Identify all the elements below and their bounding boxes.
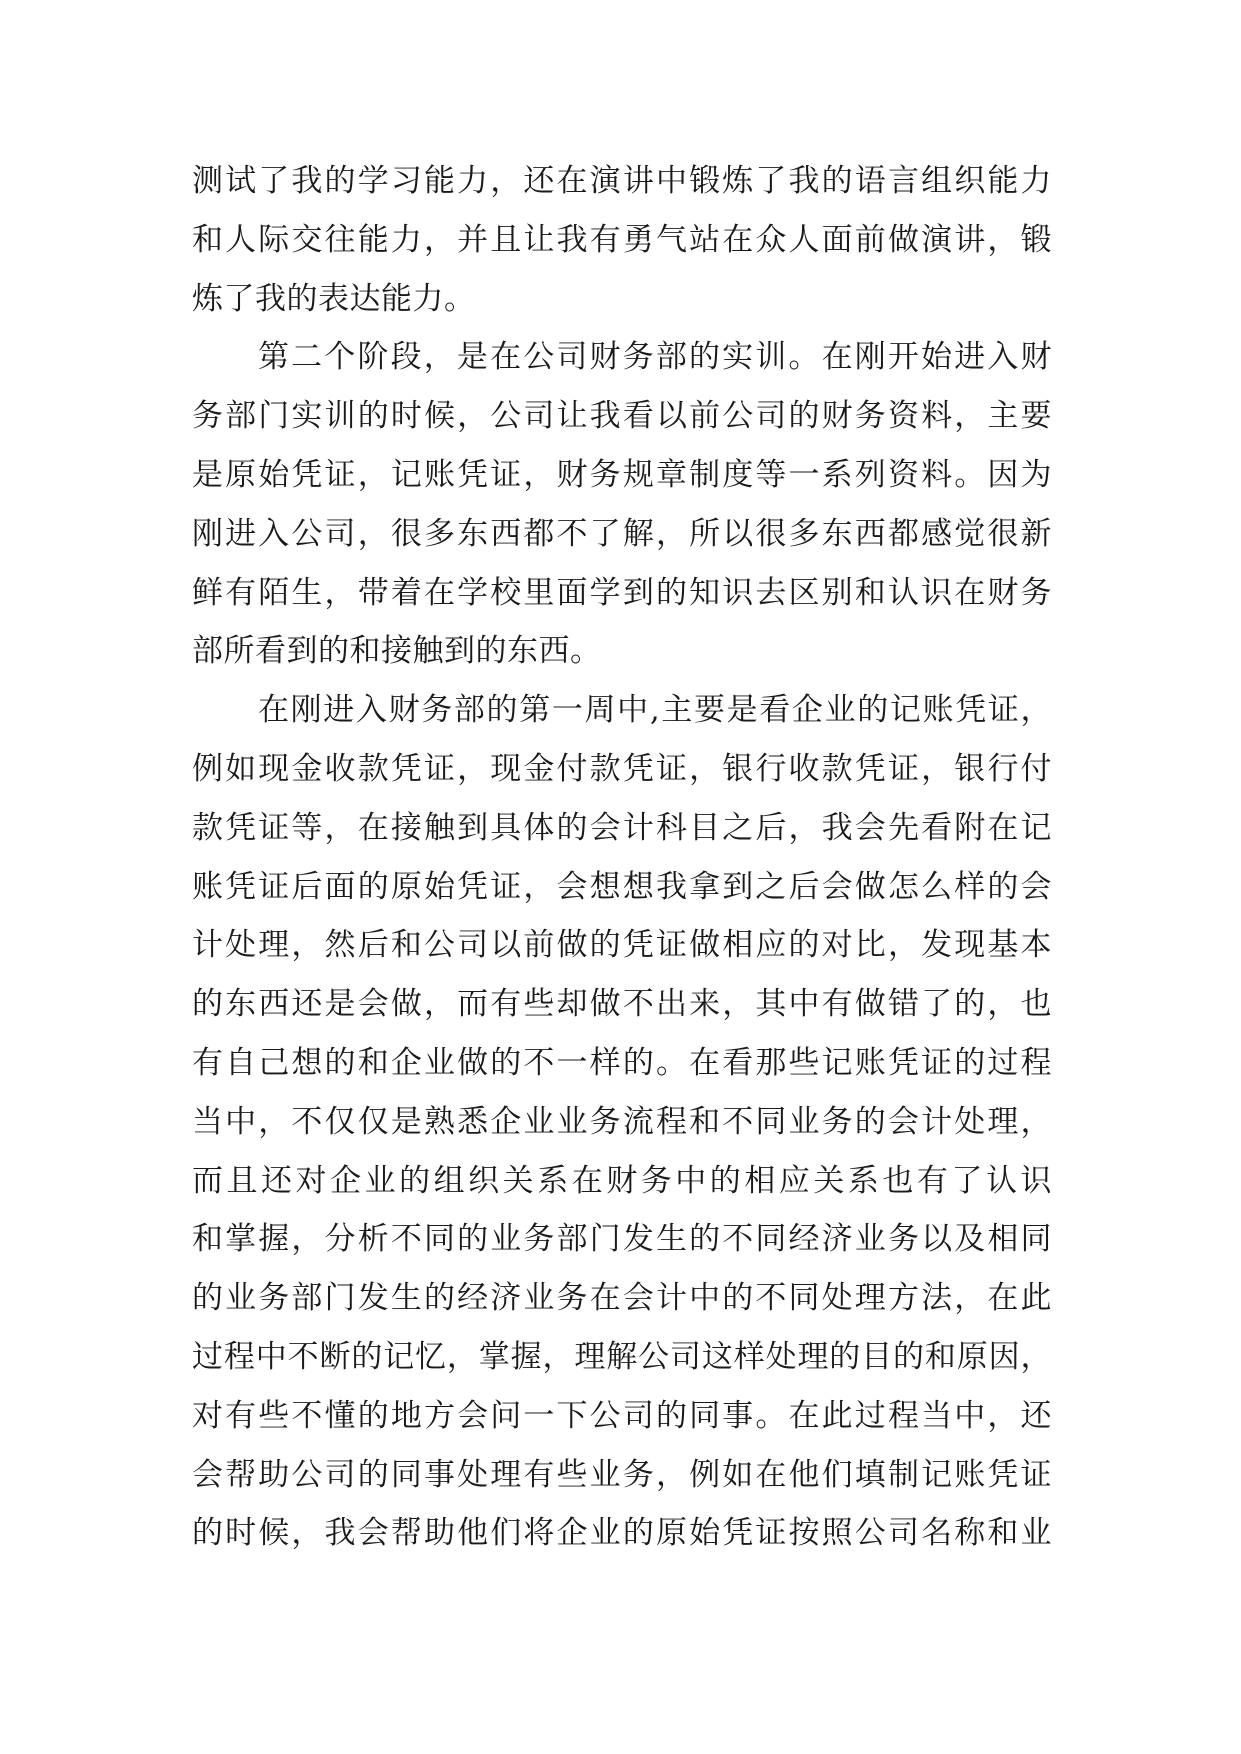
text-line: 过程中不断的记忆，掌握，理解公司这样处理的目的和原因， <box>192 1338 1052 1375</box>
text-line: 当中，不仅仅是熟悉企业业务流程和不同业务的会计处理， <box>192 1103 1052 1140</box>
text-line: 计处理，然后和公司以前做的凭证做相应的对比，发现基本 <box>192 927 1052 964</box>
text-line: 鲜有陌生，带着在学校里面学到的知识去区别和认识在财务 <box>192 574 1052 611</box>
text-line: 会帮助公司的同事处理有些业务，例如在他们填制记账凭证 <box>192 1456 1052 1493</box>
text-line: 部所看到的和接触到的东西。 <box>192 633 602 670</box>
text-line: 在刚进入财务部的第一周中,主要是看企业的记账凭证， <box>258 692 1052 729</box>
text-line: 第二个阶段，是在公司财务部的实训。在刚开始进入财 <box>258 339 1052 376</box>
text-line: 对有些不懂的地方会问一下公司的同事。在此过程当中，还 <box>192 1397 1052 1434</box>
text-line: 有自己想的和企业做的不一样的。在看那些记账凭证的过程 <box>192 1044 1052 1081</box>
text-line: 刚进入公司，很多东西都不了解，所以很多东西都感觉很新 <box>192 515 1052 552</box>
text-line: 是原始凭证，记账凭证，财务规章制度等一系列资料。因为 <box>192 456 1052 493</box>
text-line: 而且还对企业的组织关系在财务中的相应关系也有了认识 <box>192 1162 1052 1199</box>
text-line: 的业务部门发生的经济业务在会计中的不同处理方法，在此 <box>192 1280 1052 1317</box>
text-line: 务部门实训的时候，公司让我看以前公司的财务资料，主要 <box>192 398 1052 435</box>
text-line: 的东西还是会做，而有些却做不出来，其中有做错了的，也 <box>192 986 1052 1023</box>
text-line: 例如现金收款凭证，现金付款凭证，银行收款凭证，银行付 <box>192 750 1052 787</box>
text-line: 款凭证等，在接触到具体的会计科目之后，我会先看附在记 <box>192 809 1052 846</box>
text-line: 和掌握，分析不同的业务部门发生的不同经济业务以及相同 <box>192 1221 1052 1258</box>
text-line: 账凭证后面的原始凭证，会想想我拿到之后会做怎么样的会 <box>192 868 1052 905</box>
text-line: 和人际交往能力，并且让我有勇气站在众人面前做演讲，锻 <box>192 221 1052 258</box>
body-text <box>192 152 1052 1563</box>
text-line: 测试了我的学习能力，还在演讲中锻炼了我的语言组织能力 <box>192 163 1052 199</box>
text-line: 的时候，我会帮助他们将企业的原始凭证按照公司名称和业 <box>192 1515 1052 1552</box>
text-line: 炼了我的表达能力。 <box>192 280 476 317</box>
